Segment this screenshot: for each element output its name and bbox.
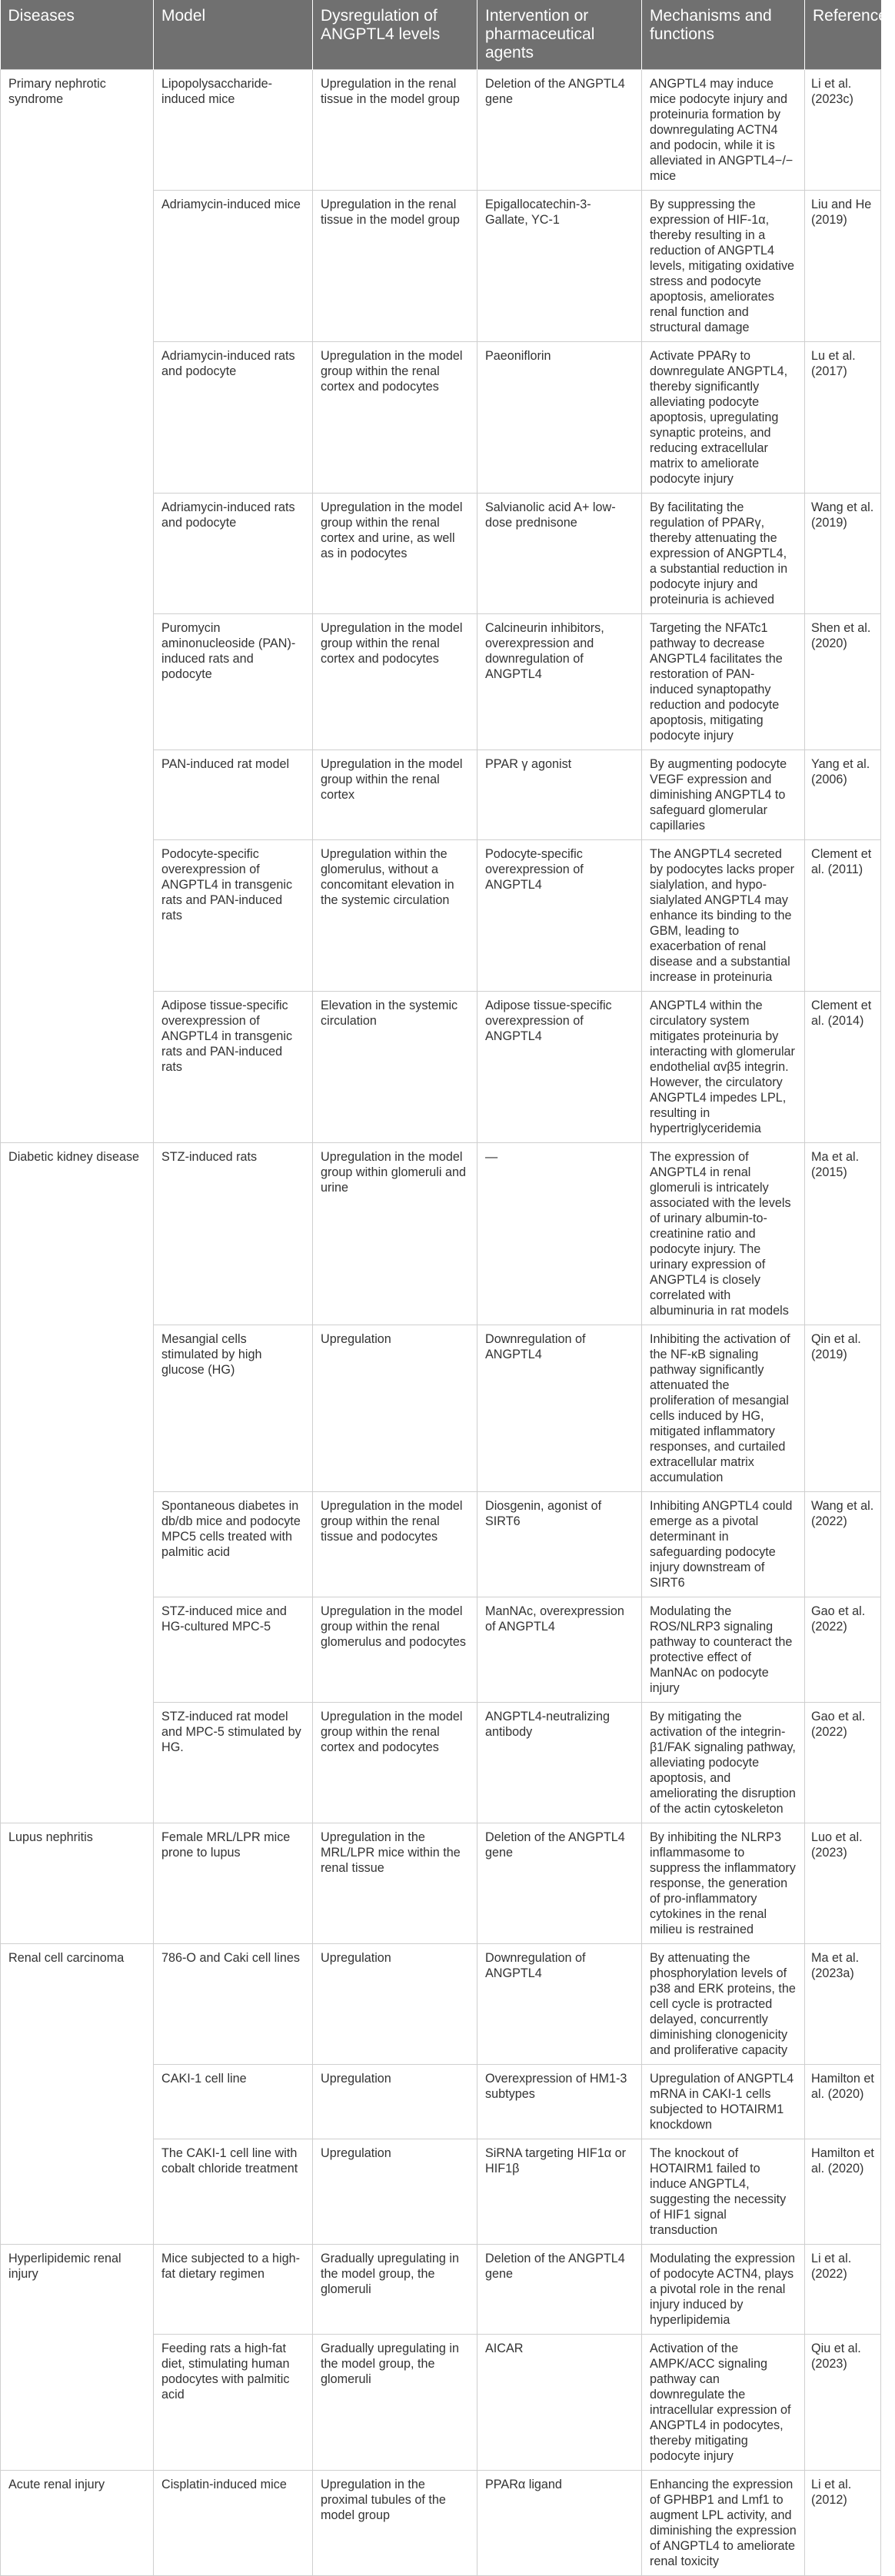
mechanism-cell: By suppressing the expression of HIF-1α, thereby resulting in a reduction of ANGPTL4 levels, mitigating oxidative stress and podocyte apoptosis, ameliorates renal function and structural damage: [642, 191, 805, 342]
table-row: [1, 1944, 881, 2065]
reference-cell: Clement et al. (2011): [805, 840, 881, 992]
table-body: [1, 70, 881, 2576]
reference-cell: Shen et al. (2020): [805, 614, 881, 750]
header-diseases: Diseases: [1, 0, 154, 70]
mechanism-cell: By mitigating the activation of the integrin-β1/FAK signaling pathway, alleviating podocyte apoptosis, and ameliorating the disruption of the actin cytoskeleton: [642, 1703, 805, 1823]
reference-cell: Clement et al. (2014): [805, 992, 881, 1143]
model-cell: Podocyte-specific overexpression of ANGPTL4 in transgenic rats and PAN-induced rats: [154, 840, 313, 992]
dysregulation-cell: Upregulation in the renal tissue in the model group: [313, 191, 477, 342]
header-dysregulation: Dysregulation of ANGPTL4 levels: [313, 0, 477, 70]
intervention-cell: Downregulation of ANGPTL4: [477, 1944, 642, 2065]
intervention-cell: Diosgenin, agonist of SIRT6: [477, 1492, 642, 1597]
mechanism-cell: Activate PPARγ to downregulate ANGPTL4, thereby significantly alleviating podocyte apoptosis, upregulating synaptic proteins, and reducing extracellular matrix to ameliorate podocyte injury: [642, 342, 805, 494]
reference-cell: Wang et al. (2019): [805, 494, 881, 614]
model-cell: STZ-induced mice and HG-cultured MPC-5: [154, 1597, 313, 1703]
intervention-cell: Downregulation of ANGPTL4: [477, 1325, 642, 1492]
dysregulation-cell: Gradually upregulating in the model group, the glomeruli: [313, 2245, 477, 2335]
dysregulation-cell: Elevation in the systemic circulation: [313, 992, 477, 1143]
dysregulation-cell: Upregulation: [313, 2065, 477, 2139]
table-row: [1, 1143, 881, 1325]
intervention-cell: Deletion of the ANGPTL4 gene: [477, 1823, 642, 1944]
mechanism-cell: By augmenting podocyte VEGF expression and diminishing ANGPTL4 to safeguard glomerular capillaries: [642, 750, 805, 840]
dysregulation-cell: Upregulation: [313, 1325, 477, 1492]
reference-cell: Luo et al. (2023): [805, 1823, 881, 1944]
intervention-cell: —: [477, 1143, 642, 1325]
intervention-cell: Podocyte-specific overexpression of ANGPTL4: [477, 840, 642, 992]
mechanism-cell: By attenuating the phosphorylation levels of p38 and ERK proteins, the cell cycle is protracted delayed, concurrently diminishing clonogenicity and proliferative capacity: [642, 1944, 805, 2065]
reference-cell: Wang et al. (2022): [805, 1492, 881, 1597]
model-cell: Lipopolysaccharide-induced mice: [154, 70, 313, 191]
dysregulation-cell: Upregulation in the model group within the renal cortex and podocytes: [313, 342, 477, 494]
reference-cell: Gao et al. (2022): [805, 1703, 881, 1823]
mechanism-cell: By inhibiting the NLRP3 inflammasome to suppress the inflammatory response, the generation of pro-inflammatory cytokines in the renal milieu is restrained: [642, 1823, 805, 1944]
dysregulation-cell: Upregulation: [313, 2139, 477, 2245]
intervention-cell: Adipose tissue-specific overexpression of ANGPTL4: [477, 992, 642, 1143]
mechanism-cell: Activation of the AMPK/ACC signaling pathway can downregulate the intracellular expression of ANGPTL4 in podocytes, thereby mitigating podocyte injury: [642, 2335, 805, 2471]
intervention-cell: ANGPTL4-neutralizing antibody: [477, 1703, 642, 1823]
model-cell: Spontaneous diabetes in db/db mice and podocyte MPC5 cells treated with palmitic acid: [154, 1492, 313, 1597]
mechanism-cell: Modulating the expression of podocyte ACTN4, plays a pivotal role in the renal injury induced by hyperlipidemia: [642, 2245, 805, 2335]
model-cell: Adriamycin-induced rats and podocyte: [154, 494, 313, 614]
intervention-cell: Overexpression of HM1-3 subtypes: [477, 2065, 642, 2139]
reference-cell: Ma et al. (2023a): [805, 1944, 881, 2065]
intervention-cell: Salvianolic acid A+ low-dose prednisone: [477, 494, 642, 614]
dysregulation-cell: Upregulation in the model group within the renal cortex and urine, as well as in podocytes: [313, 494, 477, 614]
dysregulation-cell: Upregulation in the model group within the renal tissue and podocytes: [313, 1492, 477, 1597]
mechanism-cell: ANGPTL4 within the circulatory system mitigates proteinuria by interacting with glomerular endothelial αvβ5 integrin. However, the circulatory ANGPTL4 impedes LPL, resulting in hypertriglyceridemia: [642, 992, 805, 1143]
reference-cell: Li et al. (2023c): [805, 70, 881, 191]
mechanism-cell: Modulating the ROS/NLRP3 signaling pathway to counteract the protective effect of ManNAc on podocyte injury: [642, 1597, 805, 1703]
intervention-cell: Deletion of the ANGPTL4 gene: [477, 2245, 642, 2335]
dysregulation-cell: Gradually upregulating in the model group, the glomeruli: [313, 2335, 477, 2471]
mechanism-cell: Enhancing the expression of GPHBP1 and Lmf1 to augment LPL activity, and diminishing the expression of ANGPTL4 to ameliorate renal toxicity: [642, 2471, 805, 2576]
model-cell: Female MRL/LPR mice prone to lupus: [154, 1823, 313, 1944]
reference-cell: Lu et al. (2017): [805, 342, 881, 494]
reference-cell: Hamilton et al. (2020): [805, 2065, 881, 2139]
header-model: Model: [154, 0, 313, 70]
model-cell: Adriamycin-induced rats and podocyte: [154, 342, 313, 494]
mechanism-cell: By facilitating the regulation of PPARγ, thereby attenuating the expression of ANGPTL4, a substantial reduction in podocyte injury and proteinuria is achieved: [642, 494, 805, 614]
model-cell: The CAKI-1 cell line with cobalt chloride treatment: [154, 2139, 313, 2245]
model-cell: Mesangial cells stimulated by high glucose (HG): [154, 1325, 313, 1492]
reference-cell: Liu and He (2019): [805, 191, 881, 342]
mechanism-cell: Inhibiting the activation of the NF-κB signaling pathway significantly attenuated the proliferation of mesangial cells induced by HG, mitigated inflammatory responses, and curtailed extracellular matrix accumulation: [642, 1325, 805, 1492]
mechanism-cell: Inhibiting ANGPTL4 could emerge as a pivotal determinant in safeguarding podocyte injury downstream of SIRT6: [642, 1492, 805, 1597]
table-row: [1, 2471, 881, 2576]
model-cell: Adipose tissue-specific overexpression of ANGPTL4 in transgenic rats and PAN-induced rats: [154, 992, 313, 1143]
model-cell: PAN-induced rat model: [154, 750, 313, 840]
dysregulation-cell: Upregulation in the proximal tubules of the model group: [313, 2471, 477, 2576]
disease-cell: Diabetic kidney disease: [1, 1143, 154, 1823]
intervention-cell: Deletion of the ANGPTL4 gene: [477, 70, 642, 191]
table-row: [1, 1823, 881, 1944]
mechanism-cell: The ANGPTL4 secreted by podocytes lacks proper sialylation, and hypo-sialylated ANGPTL4 may enhance its binding to the GBM, leading to exacerbation of renal disease and a substantial increase in proteinuria: [642, 840, 805, 992]
model-cell: STZ-induced rats: [154, 1143, 313, 1325]
disease-cell: Lupus nephritis: [1, 1823, 154, 1944]
dysregulation-cell: Upregulation: [313, 1944, 477, 2065]
reference-cell: Li et al. (2022): [805, 2245, 881, 2335]
header-intervention: Intervention or pharmaceutical agents: [477, 0, 642, 70]
disease-cell: Hyperlipidemic renal injury: [1, 2245, 154, 2471]
dysregulation-cell: Upregulation in the model group within glomeruli and urine: [313, 1143, 477, 1325]
intervention-cell: ManNAc, overexpression of ANGPTL4: [477, 1597, 642, 1703]
model-cell: Puromycin aminonucleoside (PAN)-induced rats and podocyte: [154, 614, 313, 750]
disease-cell: Primary nephrotic syndrome: [1, 70, 154, 1143]
mechanism-cell: Upregulation of ANGPTL4 mRNA in CAKI-1 cells subjected to HOTAIRM1 knockdown: [642, 2065, 805, 2139]
intervention-cell: PPAR γ agonist: [477, 750, 642, 840]
model-cell: Mice subjected to a high-fat dietary regimen: [154, 2245, 313, 2335]
reference-cell: Qiu et al. (2023): [805, 2335, 881, 2471]
reference-cell: Gao et al. (2022): [805, 1597, 881, 1703]
dysregulation-cell: Upregulation in the model group within the renal cortex and podocytes: [313, 1703, 477, 1823]
header-row: [1, 0, 881, 70]
model-cell: CAKI-1 cell line: [154, 2065, 313, 2139]
dysregulation-cell: Upregulation in the renal tissue in the model group: [313, 70, 477, 191]
intervention-cell: Calcineurin inhibitors, overexpression and downregulation of ANGPTL4: [477, 614, 642, 750]
disease-cell: Acute renal injury: [1, 2471, 154, 2576]
mechanism-cell: Targeting the NFATc1 pathway to decrease ANGPTL4 facilitates the restoration of PAN-induced synaptopathy reduction and podocyte apoptosis, mitigating podocyte injury: [642, 614, 805, 750]
table-row: [1, 70, 881, 191]
intervention-cell: AICAR: [477, 2335, 642, 2471]
header-mechanisms: Mechanisms and functions: [642, 0, 805, 70]
dysregulation-cell: Upregulation in the model group within the renal cortex and podocytes: [313, 614, 477, 750]
reference-cell: Li et al. (2012): [805, 2471, 881, 2576]
intervention-cell: SiRNA targeting HIF1α or HIF1β: [477, 2139, 642, 2245]
reference-cell: Yang et al. (2006): [805, 750, 881, 840]
disease-cell: Renal cell carcinoma: [1, 1944, 154, 2245]
table-header: [1, 0, 895, 70]
reference-cell: Qin et al. (2019): [805, 1325, 881, 1492]
mechanism-cell: ANGPTL4 may induce mice podocyte injury and proteinuria formation by downregulating ACTN4 and podocin, while it is alleviated in ANGPTL4−/− mice: [642, 70, 805, 191]
mechanism-cell: The expression of ANGPTL4 in renal glomeruli is intricately associated with the levels of urinary albumin-to-creatinine ratio and podocyte injury. The urinary expression of ANGPTL4 is closely correlated with albuminuria in rat models: [642, 1143, 805, 1325]
model-cell: 786-O and Caki cell lines: [154, 1944, 313, 2065]
dysregulation-cell: Upregulation in the model group within the renal glomerulus and podocytes: [313, 1597, 477, 1703]
table-row: [1, 2245, 881, 2335]
reference-cell: Ma et al. (2015): [805, 1143, 881, 1325]
dysregulation-cell: Upregulation within the glomerulus, without a concomitant elevation in the systemic circulation: [313, 840, 477, 992]
header-references: References: [805, 0, 881, 70]
dysregulation-cell: Upregulation in the model group within the renal cortex: [313, 750, 477, 840]
model-cell: Cisplatin-induced mice: [154, 2471, 313, 2576]
model-cell: Adriamycin-induced mice: [154, 191, 313, 342]
model-cell: STZ-induced rat model and MPC-5 stimulated by HG.: [154, 1703, 313, 1823]
intervention-cell: PPARα ligand: [477, 2471, 642, 2576]
mechanism-cell: The knockout of HOTAIRM1 failed to induce ANGPTL4, suggesting the necessity of HIF1 signal transduction: [642, 2139, 805, 2245]
intervention-cell: Epigallocatechin-3-Gallate, YC-1: [477, 191, 642, 342]
intervention-cell: Paeoniflorin: [477, 342, 642, 494]
reference-cell: Hamilton et al. (2020): [805, 2139, 881, 2245]
dysregulation-cell: Upregulation in the MRL/LPR mice within the renal tissue: [313, 1823, 477, 1944]
model-cell: Feeding rats a high-fat diet, stimulating human podocytes with palmitic acid: [154, 2335, 313, 2471]
